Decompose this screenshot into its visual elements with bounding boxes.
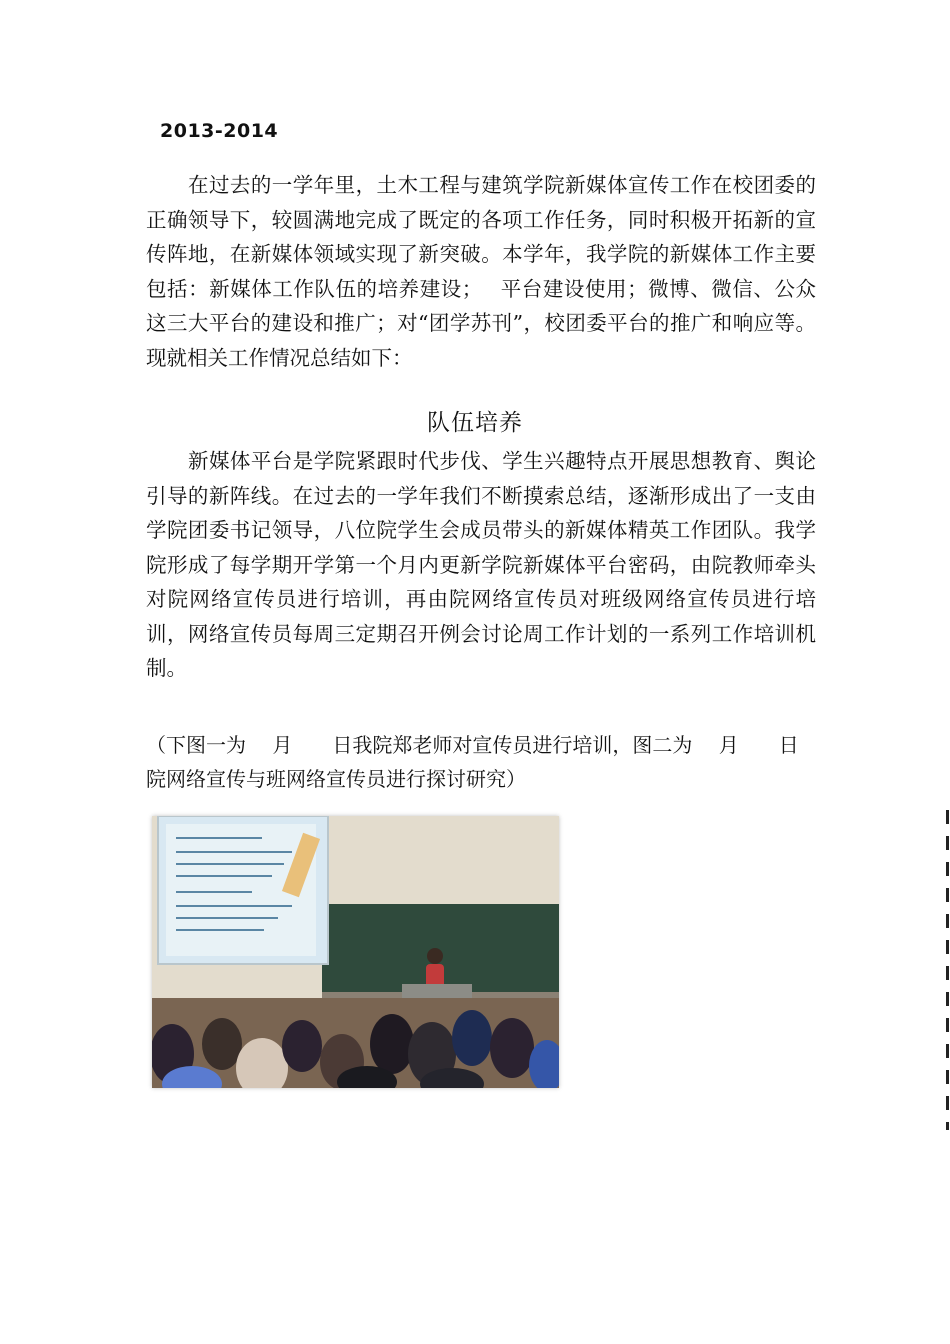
page-edge-mark	[946, 810, 949, 1130]
page-title: 2013-2014	[160, 120, 279, 142]
intro-paragraph: 在过去的一学年里，土木工程与建筑学院新媒体宣传工作在校团委的正确领导下，较圆满地完成了既定的各项工作任务，同时积极开拓新的宣传阵地，在新媒体领域实现了新突破。本学年，我学院的新媒体工作主要包括：新媒体工作队伍的培养建设； 平台建设使用；微博、微信、公众 这三大平台的建设和推广；对“团学苏刊”，校团委平台的推广和响应等。现就相关工作情况总结如下：	[146, 173, 844, 370]
photo-illustration	[152, 816, 559, 1088]
photo-caption: （下图一为 月 日我院郑老师对宣传员进行培训，图二为 月 日院网络宣传与班网络宣传员进行探讨研究）	[146, 733, 799, 791]
photo-teacher	[427, 948, 443, 964]
section-heading: 队伍培养	[427, 410, 523, 436]
team-paragraph: 新媒体平台是学院紧跟时代步伐、学生兴趣特点开展思想教育、舆论引导的新阵线。在过去的一学年我们不断摸索总结，逐渐形成出了一支由学院团委书记领导，八位院学生会成员带头的新媒体精英工作团队。我学院形成了每学期开学第一个月内更新学院新媒体平台密码，由院教师牵头对院网络宣传员进行培训，再由院网络宣传员对班级网络宣传员进行培训，网络宣传员每周三定期召开例会讨论周工作计划的一系列工作培训机制。	[146, 449, 816, 680]
classroom-training-photo	[152, 816, 559, 1088]
